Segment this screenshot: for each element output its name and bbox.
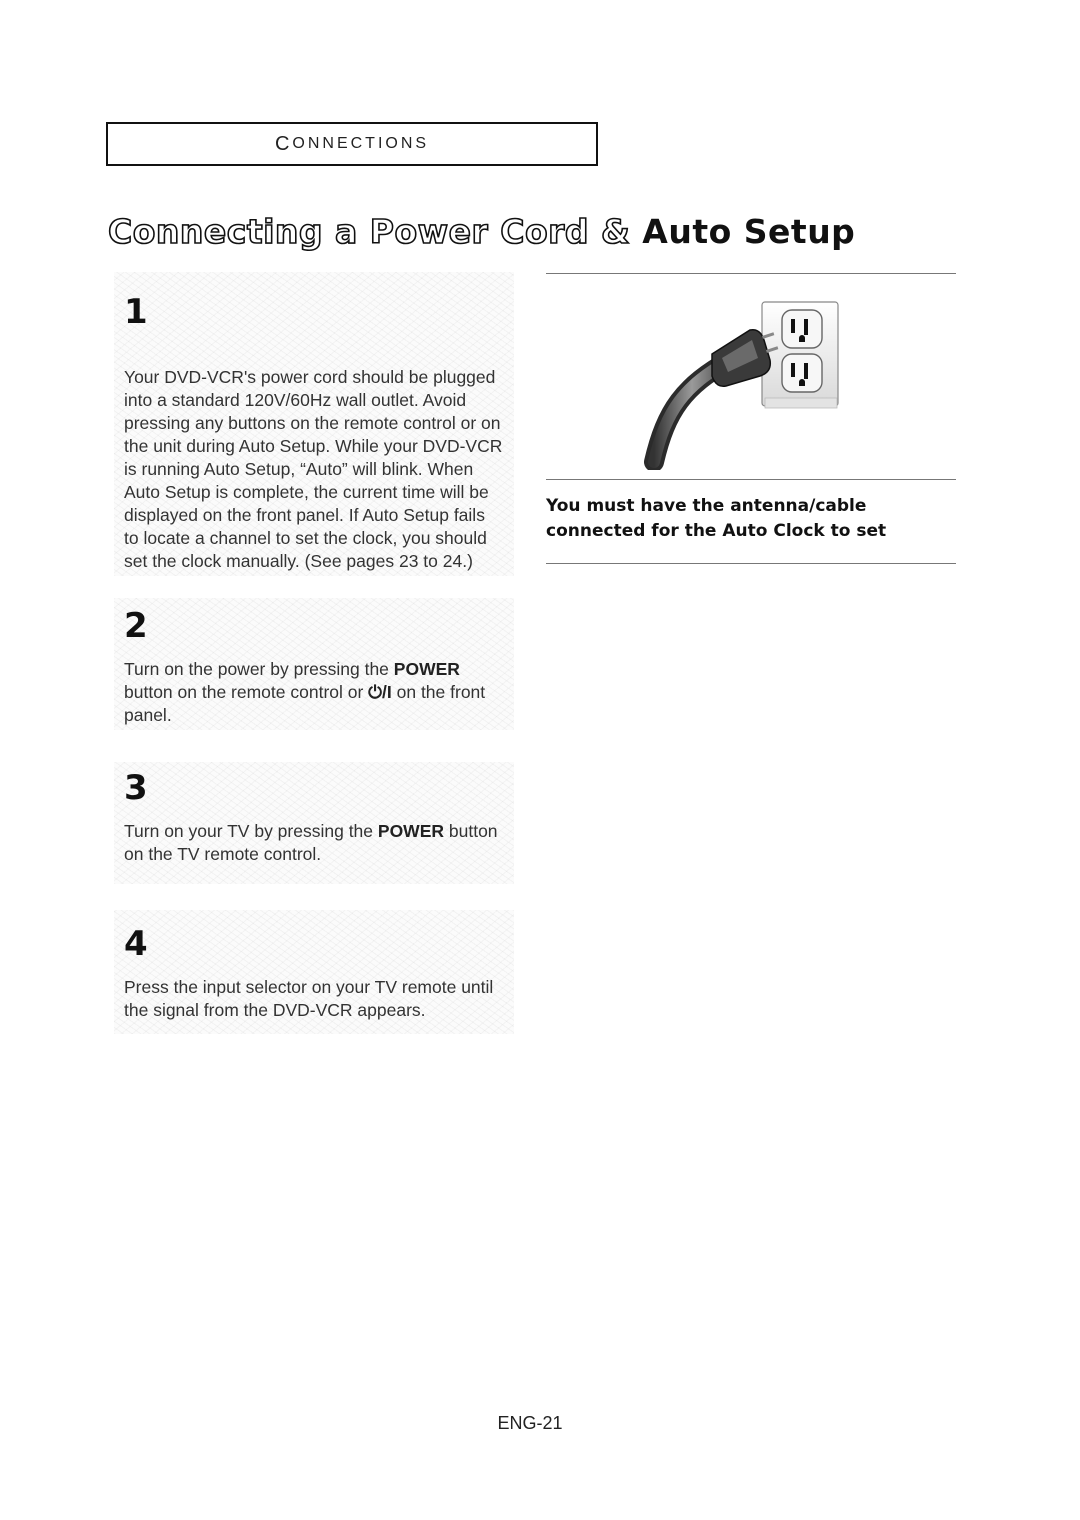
step-2-text-b: button on the remote control or — [124, 682, 369, 702]
page-title-solid-part: Auto Setup — [642, 212, 856, 251]
section-label-initial: C — [274, 132, 293, 155]
step-3-text — [124, 820, 504, 866]
middle-divider — [546, 479, 956, 480]
bottom-divider — [546, 563, 956, 564]
step-2-text — [124, 658, 504, 727]
step-1-text: Your DVD-VCR's power cord should be plugged into a standard 120V/60Hz wall outlet. Avoid pressing any buttons on the remote control or on the unit during Auto Setup. While your DVD-VCR is running Auto Setup, “Auto” will blink. When Auto Setup is complete, the current time will be displayed on the front panel. If Auto Setup fails to locate a channel to set the clock, you should set the clock manually. (See pages 23 to 24.) — [124, 367, 503, 571]
step-2-panel — [114, 598, 514, 730]
step-2-number: 2 — [124, 606, 148, 646]
step-3-text-a: Turn on your TV by pressing the — [124, 821, 378, 841]
upper-socket — [782, 310, 822, 348]
page-number: ENG-21 — [497, 1413, 563, 1433]
step-4-number: 4 — [124, 924, 148, 964]
power-outlet-illustration — [600, 290, 860, 470]
step-3-number: 3 — [124, 768, 148, 808]
step-2-text-c: on the front panel. — [124, 682, 486, 725]
step-3-panel — [114, 762, 514, 884]
step-1-number: 1 — [124, 292, 148, 332]
page-title — [108, 212, 855, 251]
lower-socket — [782, 354, 822, 392]
power-key-label: POWER — [393, 659, 460, 679]
standby-power-key-label: ⏻/I — [368, 682, 392, 702]
page-title-outline-part: Connecting a Power Cord & — [108, 212, 643, 251]
tv-power-key-label: POWER — [377, 821, 445, 841]
step-3-text-b: button on the TV remote control. — [124, 821, 498, 864]
step-1-panel — [114, 272, 514, 576]
section-header — [106, 122, 598, 166]
step-4-panel — [114, 910, 514, 1034]
top-divider — [546, 273, 956, 274]
section-label-rest: ONNECTIONS — [292, 135, 430, 152]
step-2-text-a: Turn on the power by pressing the — [124, 659, 394, 679]
step-4-text: Press the input selector on your TV remote until the signal from the DVD-VCR appears. — [124, 977, 494, 1020]
antenna-note: You must have the antenna/cable connected for the Auto Clock to set — [546, 496, 887, 541]
